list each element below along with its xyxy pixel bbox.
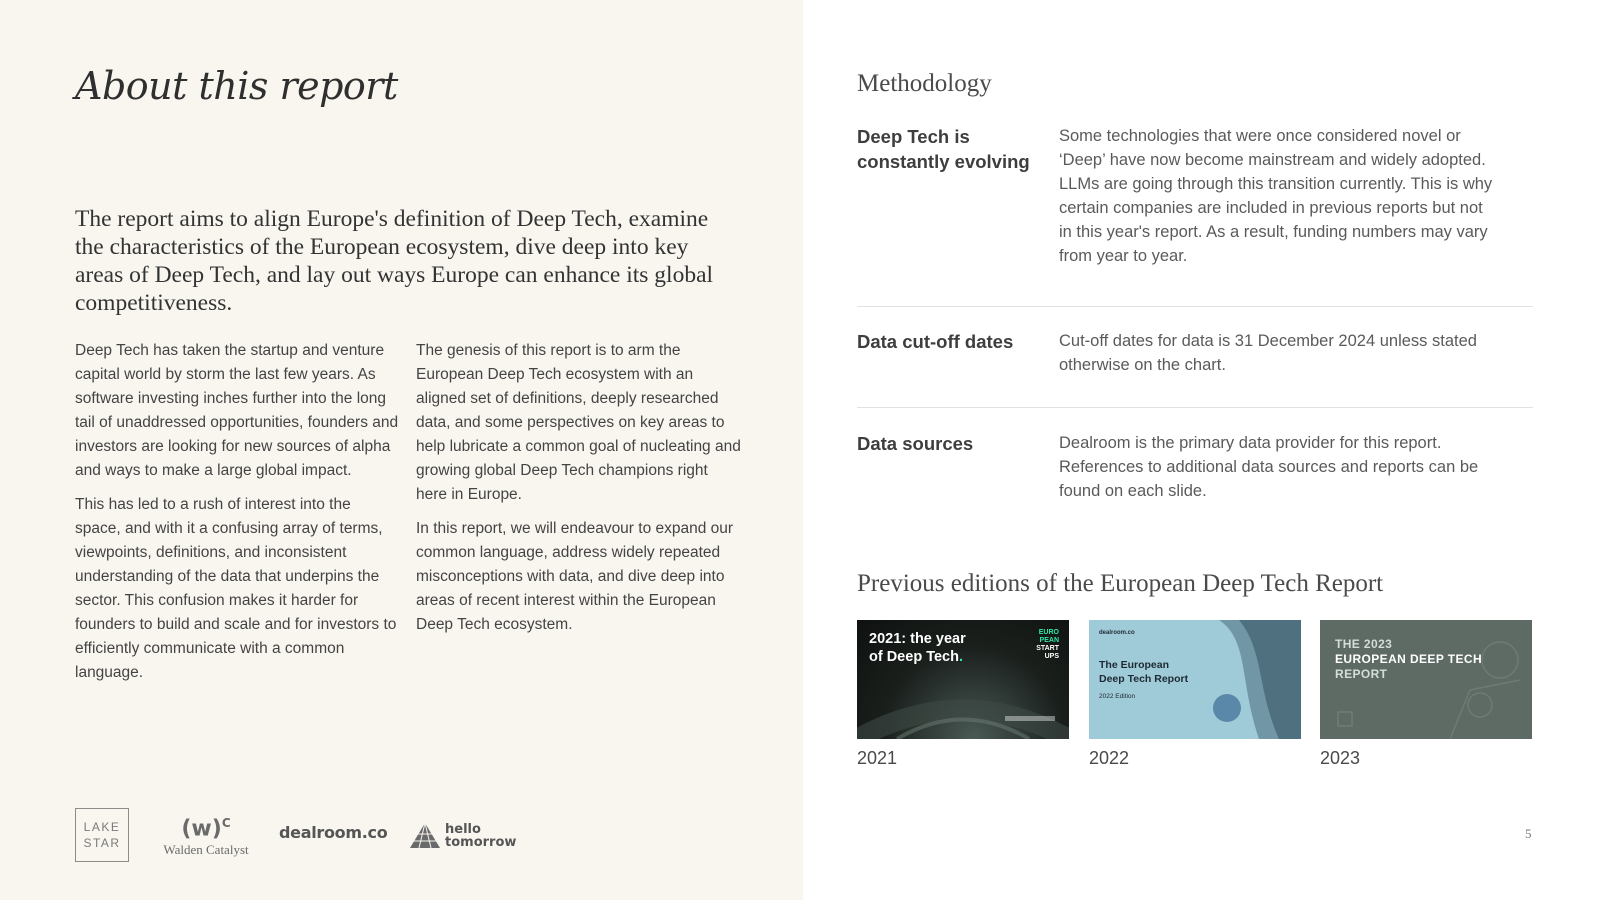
body-paragraph: Deep Tech has taken the startup and venture capital world by storm the last few years. As software investing inches further into the long tail of unaddressed opportunities, founders and investors are looking for new sources of alpha and ways to make a large global impact.: [75, 342, 399, 479]
methodology-label: Data cut-off dates: [857, 331, 1014, 352]
methodology-text: Cut-off dates for data is 31 December 2024 unless stated otherwise on the chart.: [1059, 332, 1477, 374]
lead-paragraph: The report aims to align Europe's definition of Deep Tech, examine the characteristics of the European ecosystem, dive deep into key areas of Deep Tech, and lay out ways Europe can enhance its global competitiveness.: [75, 206, 714, 316]
page-title: About this report: [75, 64, 398, 108]
badge-line: EURO: [1038, 629, 1059, 636]
lake-star-logo-line: LAKE: [83, 820, 121, 834]
edition-cover-dot: .: [958, 649, 963, 665]
dealroom-brand: dealroom.co: [1099, 630, 1135, 636]
edition-cover-title-line: of Deep Tech: [869, 649, 959, 665]
dealroom-logo: dealroom.co: [279, 823, 388, 842]
edition-cover-title-line: REPORT: [1335, 667, 1388, 681]
previous-editions-title: Previous editions of the European Deep Tech Report: [857, 570, 1384, 597]
methodology-text: Dealroom is the primary data provider for this report. References to additional data sources and reports can be found on each slide.: [1059, 434, 1479, 500]
edition-cover-title-line: 2021: the year: [869, 631, 966, 647]
edition-cover-subtitle: 2022 Edition: [1099, 693, 1136, 700]
walden-name: Walden Catalyst: [163, 842, 249, 858]
walden-mark: (w): [181, 816, 222, 842]
hello-tomorrow-line: hello: [445, 822, 481, 837]
edition-year: 2021: [857, 748, 898, 768]
edition-year: 2022: [1089, 748, 1130, 768]
page-number: 5: [1525, 826, 1532, 841]
hello-tomorrow-logo: [409, 822, 516, 850]
lake-star-logo: [75, 808, 129, 862]
methodology-label: Data sources: [857, 433, 974, 454]
edition-cover-title: [1099, 658, 1188, 686]
badge-line: UPS: [1044, 653, 1059, 660]
hello-tomorrow-line: tomorrow: [445, 835, 517, 850]
edition-cover[interactable]: [1089, 620, 1301, 739]
body-paragraph: This has led to a rush of interest into the space, and with it a confusing array of terms, viewpoints, definitions, and inconsistent understanding of the data that underpins the sector. This confusion makes it harder for founders to build and scale and for investors to efficiently communicate with a common language.: [75, 496, 397, 681]
edition-cover-title-line: Deep Tech Report: [1099, 673, 1189, 685]
divider: [857, 407, 1533, 408]
european-startups-badge: [1036, 629, 1059, 661]
edition-cover[interactable]: [857, 620, 1069, 739]
body-paragraph: In this report, we will endeavour to expand our common language, address widely repeated misconceptions with data, and dive deep into areas of recent interest within the European Deep Tech ecosystem.: [416, 520, 734, 633]
edition-2022[interactable]: [1089, 620, 1301, 769]
edition-year: 2023: [1320, 748, 1361, 768]
lake-star-logo-line: STAR: [83, 836, 121, 850]
edition-cover-title-line: THE 2023: [1335, 637, 1393, 651]
edition-2023[interactable]: [1320, 620, 1532, 769]
methodology-title: Methodology: [857, 70, 992, 97]
edition-cover-title: [1335, 637, 1482, 682]
edition-cover-title-line: The European: [1099, 659, 1170, 671]
badge-line: START: [1036, 645, 1059, 652]
divider: [857, 306, 1533, 307]
body-column-left: [75, 339, 400, 695]
body-column-right: [416, 339, 741, 647]
body-paragraph: The genesis of this report is to arm the European Deep Tech ecosystem with an aligned set of definitions, deeply researched data, and some perspectives on key areas to help lubricate a common goal of nucleating and growing global Deep Tech champions right here in Europe.: [416, 342, 741, 503]
methodology-text: Some technologies that were once considered novel or ‘Deep’ have now become mainstream and widely adopted. LLMs are going through this transition currently. This is why certain companies are included in previous reports but not in this year's report. As a result, funding numbers may vary from year to year.: [1059, 127, 1493, 265]
methodology-label: Deep Tech is constantly evolving: [857, 126, 1030, 172]
hello-tomorrow-icon: [409, 822, 441, 850]
edition-cover-title-line: EUROPEAN DEEP TECH: [1335, 652, 1483, 666]
badge-line: PEAN: [1039, 637, 1059, 644]
walden-mark-sup: C: [221, 816, 231, 830]
edition-cover[interactable]: [1320, 620, 1532, 739]
edition-2021[interactable]: [857, 620, 1069, 769]
edition-cover-title: [869, 630, 966, 666]
walden-catalyst-logo: [161, 810, 251, 858]
